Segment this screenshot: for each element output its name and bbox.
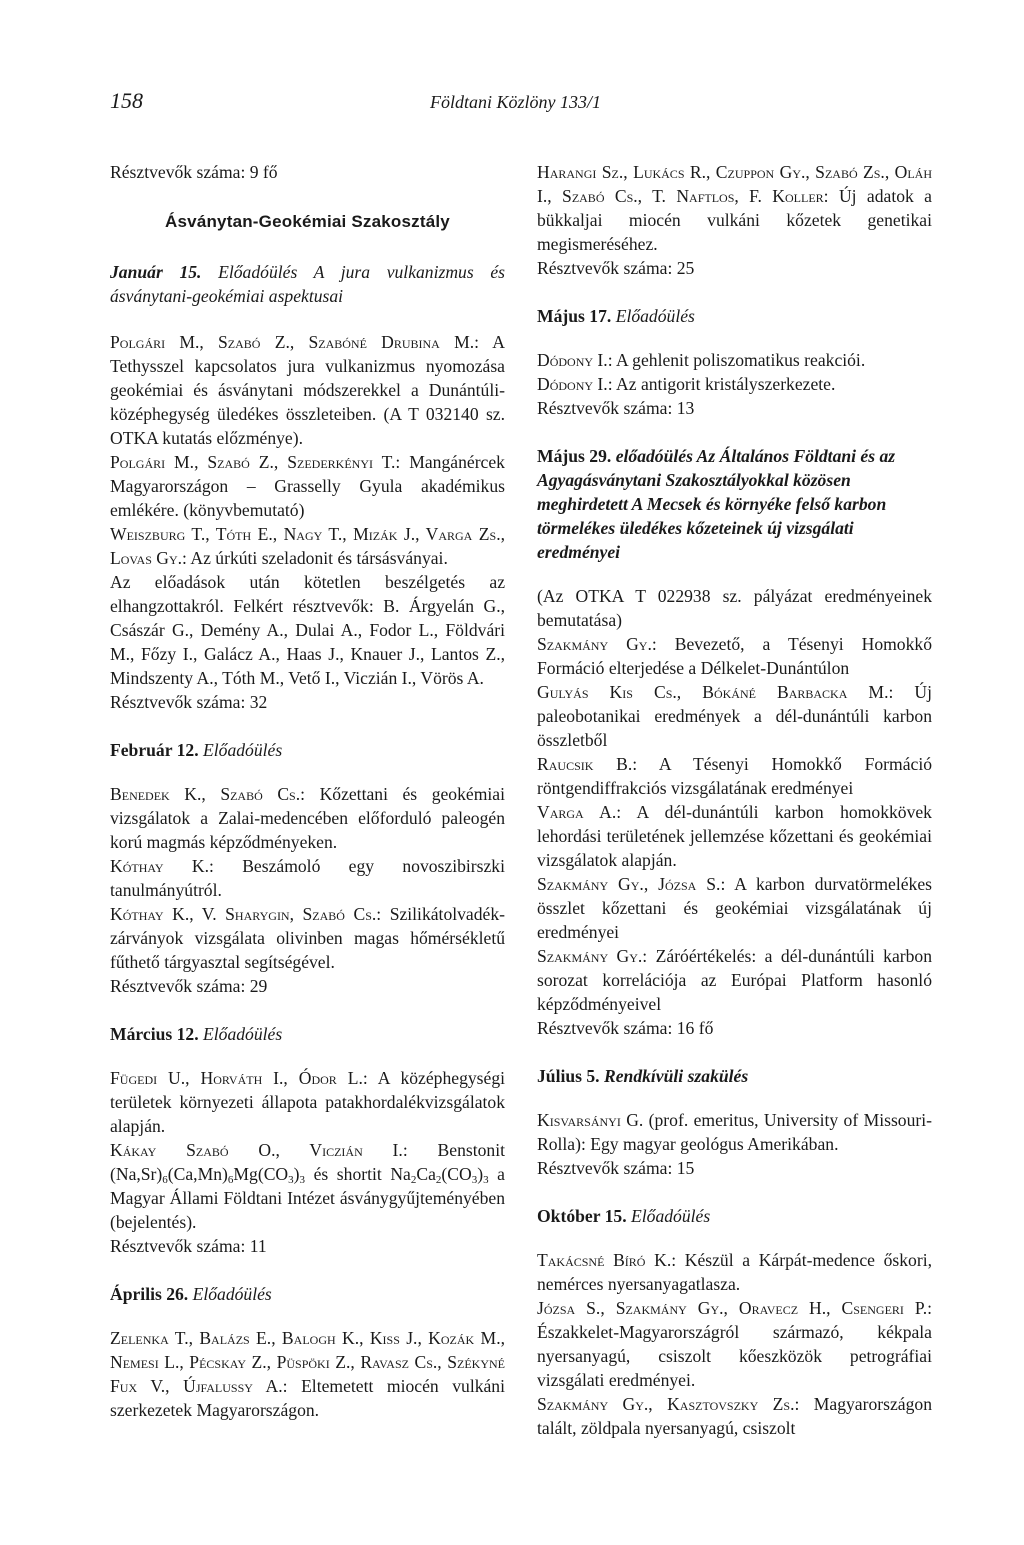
lecture-authors: Kóthay K., V. Sharygin, Szabó Cs.: bbox=[110, 904, 382, 924]
participants-count: Résztvevők száma: 11 bbox=[110, 1236, 267, 1256]
lecture-entry bbox=[110, 522, 505, 570]
lecture-entry bbox=[110, 782, 505, 854]
session-date: Március 12. bbox=[110, 1024, 199, 1044]
lecture-authors: Szakmány Gy., Józsa S.: bbox=[537, 874, 726, 894]
lecture-title: Magyarországon talált, zöldpala nyersanyagú, csiszolt bbox=[537, 1394, 932, 1438]
session-title: előadóülés Az Általános Földtani és az Agyagásványtani Szakosztályokkal közösen meghirdetett A Mecsek és környéke felső karbon törmelékes üledékes kőzeteinek új vizsgálati eredményei bbox=[537, 446, 896, 562]
session-title: Előadóülés bbox=[631, 1206, 711, 1226]
section-title: Ásványtan-Geokémiai Szakosztály bbox=[165, 212, 450, 231]
left-column bbox=[110, 160, 505, 1422]
discussion-note: Az előadások után kötetlen beszélgetés az elhangzottakról. Felkért résztvevők: B. Árgyelán G., Császár G., Demény A., Dulai A., Fodor L., Földvári M., Főzy I., Galácz A., Haas J., Knauer J., Lantos Z., Mindszenty A., Tóth M., Vető I., Viczián I., Vörös A. bbox=[110, 572, 505, 688]
session-heading bbox=[110, 1022, 505, 1046]
lecture-authors: Dódony I.: bbox=[537, 374, 613, 394]
lecture-authors: Harangi Sz., Lukács R., Czuppon Gy., Szabó Zs., Oláh I., Szabó Cs., T. Naftlos, F. Koller: bbox=[537, 162, 932, 206]
lecture-title: A karbon durvatörmelékes összlet kőzettani és geokémiai vizsgálatának új eredményei bbox=[537, 874, 932, 942]
lecture-title: Kőzettani és geokémiai vizsgálatok a Zalai-medencében előforduló paleogén korú magmás képződményeken. bbox=[110, 784, 505, 852]
participants-count: Résztvevők száma: 29 bbox=[110, 976, 268, 996]
lecture-title: Új paleobotanikai eredmények a dél-dunántúli karbon összletből bbox=[537, 682, 932, 750]
lecture-title: A Tésenyi Homokkő Formáció röntgendiffrakciós vizsgálatának eredményei bbox=[537, 754, 933, 798]
session-heading bbox=[537, 444, 932, 564]
lecture-title: Északkelet-Magyarországról származó, kékpala nyersanyagú, csiszolt kőeszközök petrográfiai vizsgálati eredményei. bbox=[537, 1322, 932, 1390]
session-heading bbox=[537, 1064, 932, 1088]
session-date: Február 12. bbox=[110, 740, 199, 760]
lecture-title: (prof. emeritus, University of Missouri-Rolla): Egy magyar geológus Amerikában. bbox=[537, 1110, 932, 1154]
lecture-title: A középhegységi területek környezeti állapota patakhordalékvizsgálatok alapján. bbox=[110, 1068, 506, 1136]
session-title: Előadóülés A jura vulkanizmus és ásványtani-geokémiai aspektusai bbox=[110, 262, 505, 306]
lecture-entry bbox=[537, 160, 932, 256]
session-title: Előadóülés bbox=[203, 740, 283, 760]
session-title: Rendkívüli szakülés bbox=[604, 1066, 749, 1086]
page-number: 158 bbox=[110, 88, 143, 113]
session-title: Előadóülés bbox=[615, 306, 695, 326]
session-date: Január 15. bbox=[110, 262, 202, 282]
lecture-authors: Szakmány Gy.: bbox=[537, 946, 648, 966]
lecture-entry bbox=[537, 752, 932, 800]
participants-count: Résztvevők száma: 32 bbox=[110, 692, 268, 712]
lecture-authors: Polgári M., Szabó Z., Szabóné Drubina M.: bbox=[110, 332, 480, 352]
session-heading bbox=[537, 304, 932, 328]
session-intro: (Az OTKA T 022938 sz. pályázat eredményeinek bemutatása) bbox=[537, 586, 932, 630]
lecture-entry bbox=[537, 632, 932, 680]
session-title: Előadóülés bbox=[203, 1024, 283, 1044]
lecture-title: Készül a Kárpát-medence őskori, nemérces nyersanyagatlasza. bbox=[537, 1250, 932, 1294]
lecture-entry bbox=[537, 680, 932, 752]
lecture-entry bbox=[110, 854, 505, 902]
session-date: Október 15. bbox=[537, 1206, 627, 1226]
lecture-entry bbox=[537, 1296, 932, 1392]
lecture-title: Az antigorit kristályszerkezete. bbox=[616, 374, 836, 394]
lecture-entry bbox=[537, 348, 932, 372]
lecture-authors: Kóthay K.: bbox=[110, 856, 214, 876]
lecture-entry bbox=[110, 450, 505, 522]
lecture-title: Bevezető, a Tésenyi Homokkő Formáció elterjedése a Délkelet-Dunántúlon bbox=[537, 634, 932, 678]
lecture-title: Mangánércek Magyarországon – Grasselly Gyula akadémikus emlékére. (könyvbemutató) bbox=[110, 452, 505, 520]
participants-count: Résztvevők száma: 16 fő bbox=[537, 1018, 714, 1038]
session-date: Április 26. bbox=[110, 1284, 189, 1304]
lecture-entry bbox=[537, 372, 932, 396]
lecture-entry bbox=[110, 1326, 505, 1422]
lecture-entry bbox=[110, 1066, 505, 1138]
lecture-authors: Kákay Szabó O., Viczián I.: bbox=[110, 1140, 408, 1160]
session-heading bbox=[110, 738, 505, 762]
lecture-authors: Raucsik B.: bbox=[537, 754, 638, 774]
session-date: Május 29. bbox=[537, 446, 612, 466]
session-date: Május 17. bbox=[537, 306, 612, 326]
lecture-title: Benstonit $(Na,Sr)_6(Ca,Mn)_6Mg(CO_3)_3$ és shortit $Na_2Ca_2(CO_3)_3$ a Magyar Állami Földtani Intézet ásványgyűjteményében (bejelentés). bbox=[110, 1140, 505, 1232]
session-date: Július 5. bbox=[537, 1066, 600, 1086]
lecture-entry bbox=[110, 902, 505, 974]
lecture-authors: Kisvarsányi G. bbox=[537, 1110, 644, 1130]
session-heading bbox=[110, 1282, 505, 1306]
lecture-title: A Tethysszel kapcsolatos jura vulkanizmus nyomozása geokémiai és ásványtani módszerekkel a Dunántúli-középhegység üledékes összleteiben. (A T 032140 sz. OTKA kutatás előzménye). bbox=[110, 332, 505, 448]
lecture-authors: Varga A.: bbox=[537, 802, 622, 822]
journal-title: Földtani Közlöny 133/1 bbox=[430, 92, 601, 112]
lecture-entry bbox=[110, 330, 505, 450]
lecture-title: Beszámoló egy novoszibirszki tanulmányútról. bbox=[110, 856, 505, 900]
lecture-title: Az úrkúti szeladonit és társásványai. bbox=[190, 548, 448, 568]
lecture-authors: Benedek K., Szabó Cs.: bbox=[110, 784, 306, 804]
participants-count: Résztvevők száma: 15 bbox=[537, 1158, 695, 1178]
lecture-authors: Fügedi U., Horváth I., Ódor L.: bbox=[110, 1068, 368, 1088]
participants-count: Résztvevők száma: 13 bbox=[537, 398, 695, 418]
lecture-authors: Weiszburg T., Tóth E., Nagy T., Mizák J., Varga Zs., Lovas Gy.: bbox=[110, 524, 505, 568]
lecture-entry bbox=[537, 944, 932, 1016]
lecture-title: Eltemetett miocén vulkáni szerkezetek Magyarországon. bbox=[110, 1376, 505, 1420]
lecture-authors: Takácsné Bíró K.: bbox=[537, 1250, 677, 1270]
lecture-entry bbox=[537, 800, 932, 872]
right-column bbox=[537, 160, 932, 1440]
lecture-authors: Dódony I.: bbox=[537, 350, 613, 370]
lecture-entry bbox=[537, 872, 932, 944]
lecture-title: A dél-dunántúli karbon homokkövek lehordási területének jellemzése kőzettani és geokémiai vizsgálatok alapján. bbox=[537, 802, 932, 870]
lecture-entry bbox=[110, 1138, 505, 1234]
lecture-authors: Szakmány Gy.: bbox=[537, 634, 657, 654]
lecture-authors: Zelenka T., Balázs E., Balogh K., Kiss J., Kozák M., Nemesi L., Pécskay Z., Püspöki Z., Ravasz Cs., Székyné Fux V., Újfalussy A.: bbox=[110, 1328, 505, 1396]
lecture-authors: Gulyás Kis Cs., Bókáné Barbacka M.: bbox=[537, 682, 894, 702]
session-heading bbox=[110, 260, 505, 308]
lecture-title: Záróértékelés: a dél-dunántúli karbon sorozat korrelációja az Európai Platform hasonló képződményeivel bbox=[537, 946, 932, 1014]
page-header bbox=[110, 88, 934, 118]
lecture-entry bbox=[537, 1392, 932, 1440]
session-title: Előadóülés bbox=[192, 1284, 272, 1304]
participants-count: Résztvevők száma: 9 fő bbox=[110, 162, 278, 182]
participants-count: Résztvevők száma: 25 bbox=[537, 258, 695, 278]
lecture-title: Szilikátolvadék-zárványok vizsgálata olivinben magas hőmérsékletű fűthető tárgyasztal segítségével. bbox=[110, 904, 505, 972]
lecture-entry bbox=[537, 1108, 932, 1156]
lecture-title: Új adatok a bükkaljai miocén vulkáni kőzetek genetikai megismeréséhez. bbox=[537, 186, 932, 254]
lecture-title: A gehlenit poliszomatikus reakciói. bbox=[616, 350, 866, 370]
lecture-entry bbox=[537, 1248, 932, 1296]
lecture-authors: Polgári M., Szabó Z., Szederkényi T.: bbox=[110, 452, 401, 472]
lecture-authors: Józsa S., Szakmány Gy., Oravecz H., Csengeri P.: bbox=[537, 1298, 932, 1318]
session-heading bbox=[537, 1204, 932, 1228]
lecture-authors: Szakmány Gy., Kasztovszky Zs.: bbox=[537, 1394, 800, 1414]
